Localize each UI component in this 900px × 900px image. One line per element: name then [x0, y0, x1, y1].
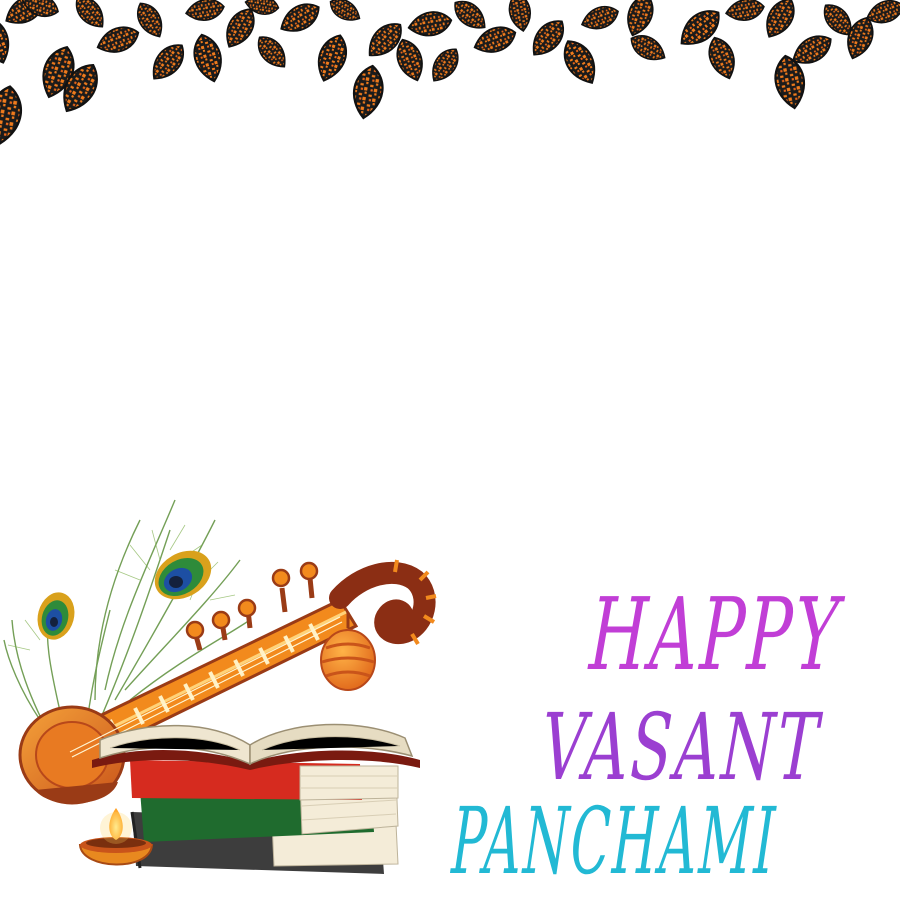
leaf-icon	[276, 0, 325, 39]
leaf-icon	[189, 32, 226, 85]
greeting-line-vasant: VASANT	[539, 694, 823, 801]
leaf-icon	[622, 0, 658, 39]
greeting-line-happy: HAPPY	[587, 576, 844, 693]
leaf-icon	[759, 0, 800, 42]
leaf-icon	[184, 0, 225, 23]
leaf-icon	[449, 0, 492, 35]
leaf-icon	[507, 0, 534, 33]
leaf-icon	[312, 31, 352, 85]
leaf-icon	[0, 84, 25, 146]
leaf-icon	[557, 35, 603, 89]
leaf-icon	[578, 2, 621, 34]
greeting-line-panchami: PANCHAMI	[449, 788, 779, 895]
leaf-icon	[704, 34, 740, 82]
leaf-garland-icon	[0, 0, 900, 146]
leaf-icon	[724, 0, 765, 23]
leaf-icon	[426, 43, 465, 86]
leaf-icon	[350, 64, 387, 121]
leaf-icon	[407, 9, 454, 39]
leaf-icon	[145, 38, 190, 86]
leaf-icon	[70, 0, 110, 33]
leaf-icon	[326, 0, 364, 26]
leaf-icon	[252, 31, 292, 74]
